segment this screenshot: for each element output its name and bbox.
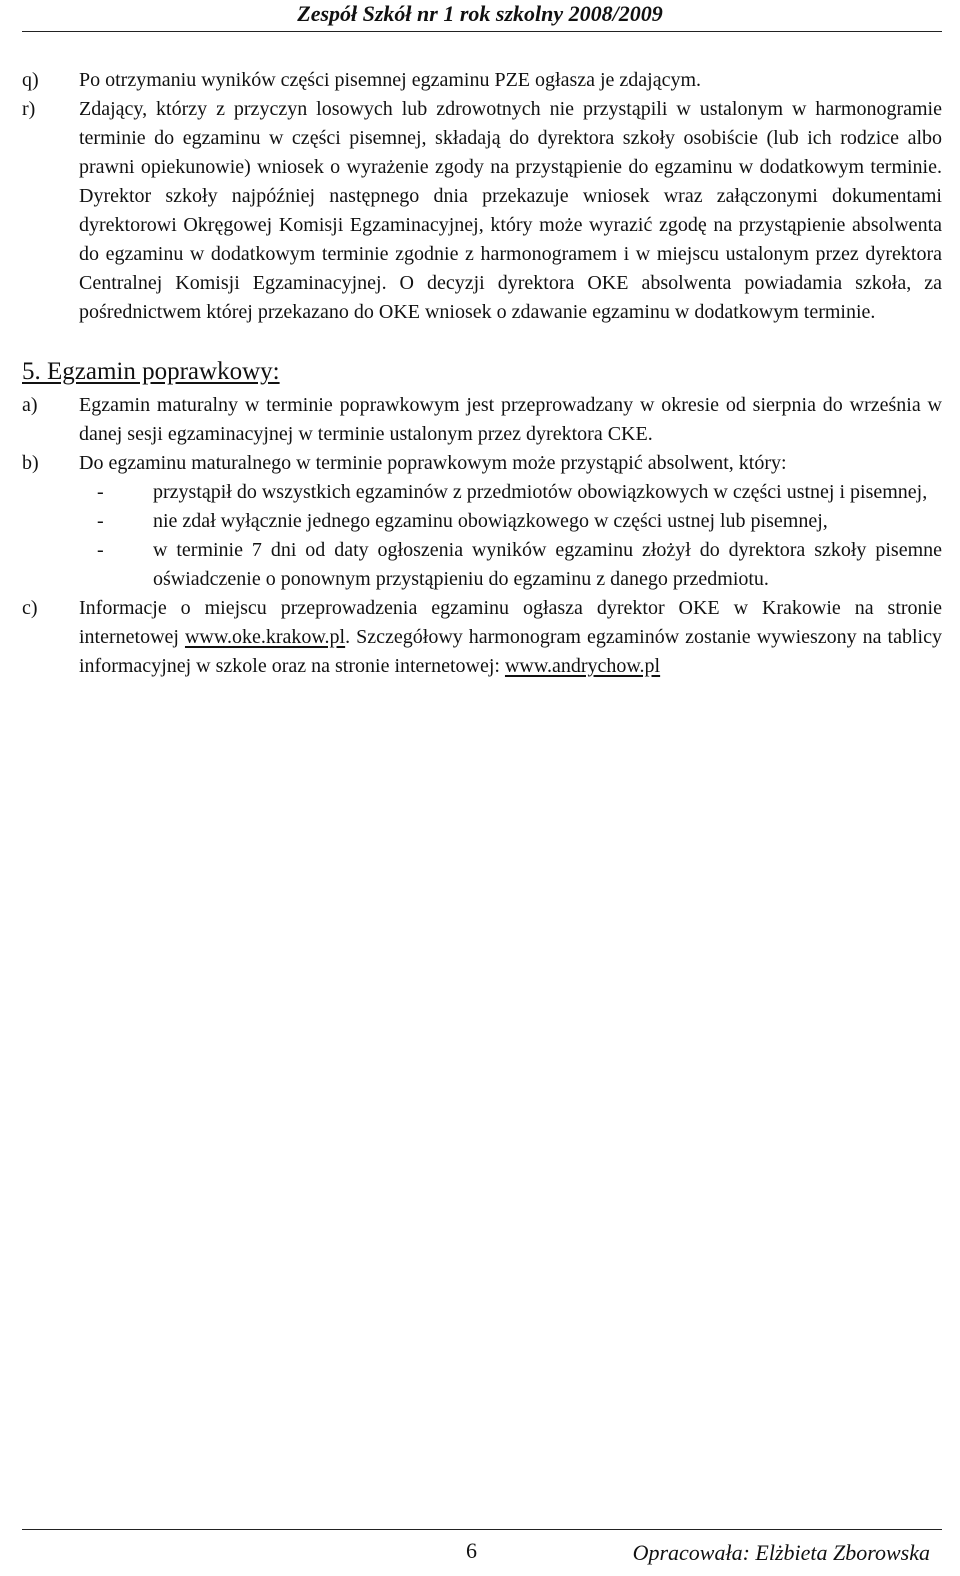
list-marker: b) <box>22 452 39 474</box>
sub-item <box>79 507 942 536</box>
sub-item-text: nie zdał wyłącznie jednego egzaminu obowiązkowego w części ustnej lub pisemnej, <box>153 510 828 532</box>
sub-item-text: w terminie 7 dni od daty ogłoszenia wyników egzaminu złożył do dyrektora szkoły pisemne oświadczenie o ponownym przystąpieniu do egzaminu z danego przedmiotu. <box>153 539 942 590</box>
list-item-a <box>22 391 942 449</box>
page-number: 6 <box>466 1538 477 1563</box>
list-item-text: Egzamin maturalny w terminie poprawkowym jest przeprowadzany w okresie od sierpnia do września w danej sesji egzaminacyjnej w terminie ustalonym przez dyrektora CKE. <box>79 394 942 445</box>
header-divider <box>22 31 942 32</box>
dash-marker: - <box>97 510 104 532</box>
list-marker: q) <box>22 69 39 91</box>
sub-item <box>79 478 942 507</box>
footer-divider <box>22 1529 942 1530</box>
list-item-text: Do egzaminu maturalnego w terminie poprawkowym może przystąpić absolwent, który: <box>79 452 787 474</box>
andrychow-website-link[interactable]: www.andrychow.pl <box>504 655 661 677</box>
section-heading: 5. Egzamin poprawkowy: <box>22 358 280 385</box>
text-segment: . Szczegółowy harmonogram egzaminów zostanie wywieszony na tablicy informacyjnej w szkole oraz na stronie internetowej: <box>79 626 942 677</box>
oke-website-link[interactable]: www.oke.krakow.pl <box>184 626 346 648</box>
page-header-title: Zespół Szkół nr 1 rok szkolny 2008/2009 <box>297 1 663 26</box>
list-item-body <box>79 449 942 594</box>
list-marker: a) <box>22 394 38 416</box>
list-item-b <box>22 449 942 594</box>
list-marker: r) <box>22 98 36 120</box>
footer-author: Opracowała: Elżbieta Zborowska <box>632 1540 930 1565</box>
dash-marker: - <box>97 481 104 503</box>
list-item-c <box>22 594 942 681</box>
sub-item-text: przystąpił do wszystkich egzaminów z przedmiotów obowiązkowych w części ustnej i pisemnej, <box>153 481 928 503</box>
document-body <box>22 66 942 681</box>
list-item-q <box>22 66 942 95</box>
text-segment: Informacje o miejscu przeprowadzenia egzaminu ogłasza dyrektor OKE w Krakowie na stronie internetowej <box>79 597 942 648</box>
list-item-r <box>22 95 942 327</box>
list-marker: c) <box>22 597 38 619</box>
list-item-text: Po otrzymaniu wyników części pisemnej egzaminu PZE ogłasza je zdającym. <box>79 69 702 91</box>
sub-item <box>79 536 942 594</box>
list-item-text <box>79 594 942 681</box>
dash-marker: - <box>97 539 104 561</box>
list-item-text: Zdający, którzy z przyczyn losowych lub zdrowotnych nie przystąpili w ustalonym w harmonogramie terminie do egzaminu w części pisemnej, składają do dyrektora szkoły osobiście (lub ich rodzice albo prawni opiekunowie) wniosek o wyrażenie zgody na przystąpienie do egzaminu w dodatkowym terminie. Dyrektor szkoły najpóźniej następnego dnia przekazuje wniosek wraz załączonymi dokumentami dyrektorowi Okręgowej Komisji Egzaminacyjnej, który może wyrazić zgodę na przystąpienie absolwenta do egzaminu w dodatkowym terminie zgodnie z harmonogramem i w miejscu ustalonym przez dyrektora Centralnej Komisji Egzaminacyjnej. O decyzji dyrektora OKE absolwenta powiadamia szkoła, za pośrednictwem której przekazano do OKE wniosek o zdawanie egzaminu w dodatkowym terminie. <box>79 98 942 323</box>
